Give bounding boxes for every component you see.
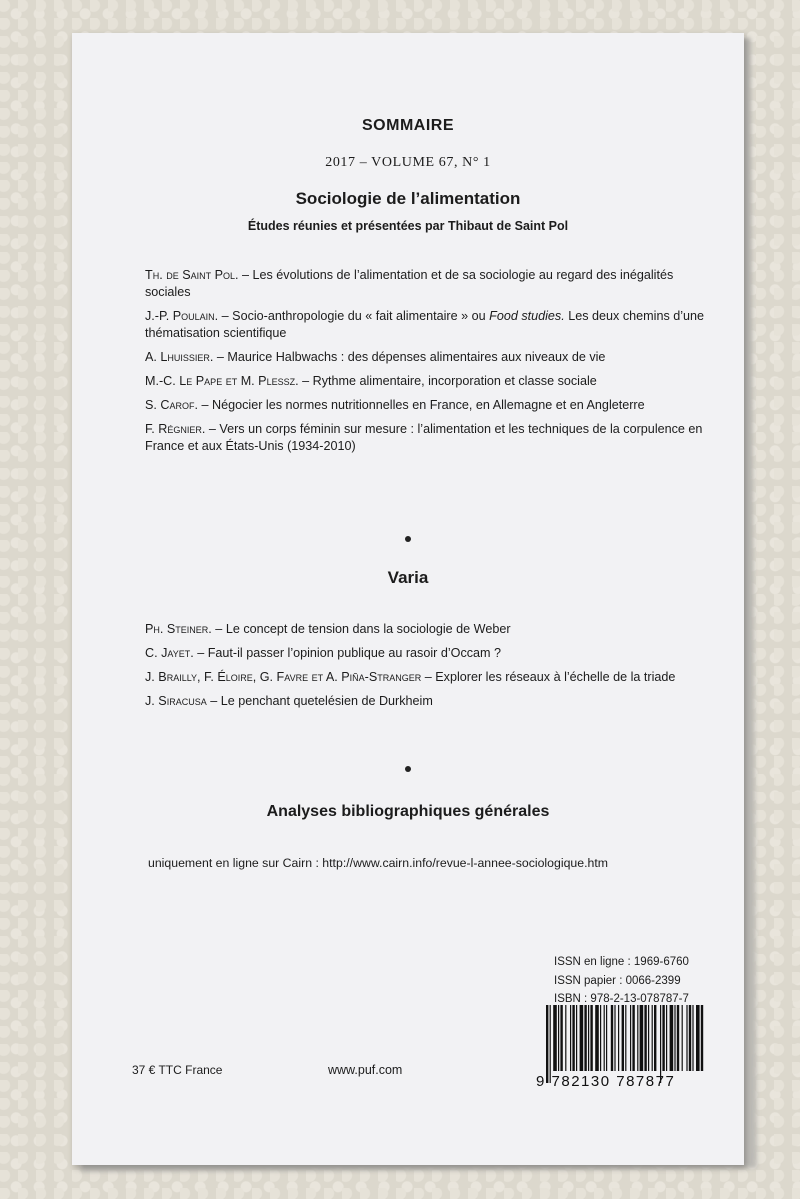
main-entries-list (145, 267, 705, 462)
entry-title: – Le concept de tension dans la sociologie de Weber (211, 622, 511, 636)
entry-author: J.-P. Poulain. (145, 309, 219, 323)
list-item (145, 645, 705, 662)
barcode-bar (644, 1005, 646, 1071)
barcode-bar (662, 1005, 664, 1071)
barcode-bar (600, 1005, 601, 1071)
barcode-bar (660, 1005, 661, 1083)
entry-title: – Socio-anthropologie du « fait alimentaire » ou (218, 309, 490, 323)
barcode-bar (553, 1005, 557, 1071)
entry-author: J. Brailly, F. Éloire, G. Favre et A. Piña-Stranger (145, 670, 422, 684)
publisher-website: www.puf.com (328, 1063, 403, 1077)
barcode-bar (652, 1005, 653, 1071)
barcode-bar (560, 1005, 562, 1071)
barcode-bar (590, 1005, 592, 1071)
barcode-bar (595, 1005, 599, 1071)
list-item (145, 349, 705, 366)
barcode-bar (637, 1005, 638, 1071)
list-item (145, 693, 705, 710)
barcode-bar (625, 1005, 626, 1071)
contents-title: SOMMAIRE (362, 117, 454, 134)
entry-author: J. Siracusa (145, 694, 207, 708)
entry-author: A. Lhuissier. (145, 350, 214, 364)
price: 37 € TTC France (132, 1063, 223, 1077)
list-item (145, 308, 705, 342)
barcode-bar (606, 1005, 607, 1071)
entry-title-rest: Les deux chemins d’une thématisation scientifique (145, 309, 705, 340)
entry-title: – Vers un corps féminin sur mesure : l’alimentation et les techniques de la corpulence en France et aux États-Unis (1934-2010) (145, 422, 703, 453)
list-item (145, 621, 705, 638)
section-bullet (405, 536, 411, 542)
barcode-bar (670, 1005, 674, 1071)
barcode-digits: 9 782130 787877 (536, 1073, 676, 1090)
barcode-bar (654, 1005, 656, 1071)
barcode-bar (674, 1005, 675, 1071)
barcode-bar (565, 1005, 566, 1071)
barcode-bar (588, 1005, 589, 1071)
theme-title: Sociologie de l’alimentation (295, 189, 521, 208)
barcode-bar (632, 1005, 634, 1071)
barcode-bar (689, 1005, 691, 1071)
barcode-bar (558, 1005, 559, 1071)
entry-author: C. Jayet. (145, 646, 194, 660)
barcode-bar (580, 1005, 584, 1071)
entry-title: – Le penchant quetelésien de Durkheim (206, 694, 433, 708)
barcode-bar (622, 1005, 624, 1071)
varia-entries-list (145, 621, 705, 717)
analyses-title: Analyses bibliographiques générales (266, 803, 550, 820)
entry-author: M.-C. Le Pape et M. Plessz. (145, 374, 299, 388)
varia-title: Varia (387, 568, 429, 587)
entry-title: – Négocier les normes nutritionnelles en France, en Allemagne et en Angleterre (198, 398, 645, 412)
volume-line: 2017 – VOLUME 67, N° 1 (325, 155, 491, 170)
barcode-bar (570, 1005, 571, 1071)
isbn: ISBN : 978-2-13-078787-7 (554, 993, 689, 1005)
barcode-bar (550, 1005, 551, 1083)
barcode-bar (611, 1005, 613, 1071)
entry-title: – Les évolutions de l’alimentation et de sa sociologie au regard des inégalités sociales (145, 268, 674, 299)
barcode-bar (648, 1005, 649, 1071)
entry-title: – Faut-il passer l’opinion publique au rasoir d’Occam ? (193, 646, 502, 660)
barcode-bar (614, 1005, 615, 1071)
barcode-bar (696, 1005, 700, 1071)
issn-block (554, 953, 689, 1009)
list-item (145, 421, 705, 455)
barcode-bar (686, 1005, 687, 1071)
barcode-bar (701, 1005, 703, 1071)
barcode-bar (584, 1005, 586, 1071)
entry-author: S. Carof. (145, 398, 198, 412)
barcode-bar (604, 1005, 605, 1071)
barcode-bar (630, 1005, 631, 1071)
entry-author: Ph. Steiner. (145, 622, 212, 636)
issn-online: ISSN en ligne : 1969-6760 (554, 956, 689, 968)
barcode-bar (618, 1005, 619, 1071)
barcode-bar (576, 1005, 577, 1071)
barcode-bar (677, 1005, 679, 1071)
list-item (145, 373, 705, 390)
entry-title: – Maurice Halbwachs : des dépenses alimentaires aux niveaux de vie (213, 350, 606, 364)
section-bullet (405, 766, 411, 772)
barcode-bar (572, 1005, 574, 1071)
barcode-bar (682, 1005, 683, 1071)
list-item (145, 267, 705, 301)
barcode-bar (640, 1005, 644, 1071)
online-note: uniquement en ligne sur Cairn : http://www.cairn.info/revue-l-annee-sociologique.htm (148, 856, 609, 870)
entry-title: – Rythme alimentaire, incorporation et classe sociale (298, 374, 597, 388)
list-item (145, 397, 705, 414)
entry-title: – Explorer les réseaux à l’échelle de la triade (421, 670, 676, 684)
barcode-bar (546, 1005, 548, 1083)
entry-title-italic: Food studies. (489, 309, 565, 323)
book-back-cover (72, 33, 744, 1165)
list-item (145, 669, 705, 686)
issn-paper: ISSN papier : 0066-2399 (554, 974, 681, 987)
entry-author: F. Régnier. (145, 422, 206, 436)
entry-author: Th. de Saint Pol. (145, 268, 239, 282)
theme-subtitle: Études réunies et présentées par Thibaut de Saint Pol (247, 219, 569, 233)
barcode-bar (666, 1005, 667, 1071)
barcode-bar (692, 1005, 693, 1071)
